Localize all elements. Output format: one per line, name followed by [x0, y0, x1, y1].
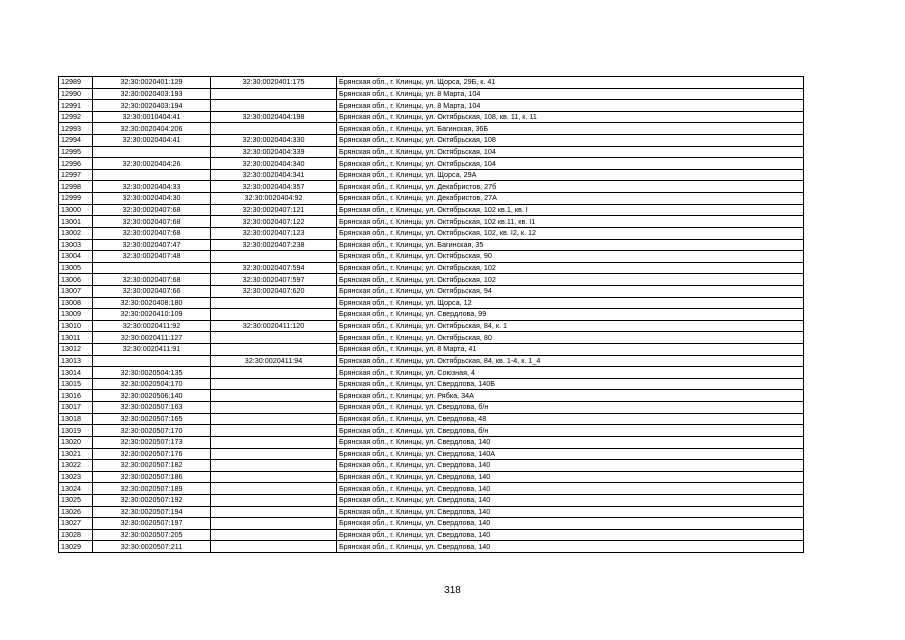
premises-cadastral-number-cell: 32:30:0020411:120: [211, 320, 337, 332]
cadastral-number-cell: 32:30:0020506:140: [93, 390, 211, 402]
cadastral-number-cell: 32:30:0020507:189: [93, 483, 211, 495]
premises-cadastral-number-cell: [211, 88, 337, 100]
table-row: [59, 367, 804, 379]
address-cell: Брянская обл., г. Клинцы, ул. Свердлова, 140: [337, 518, 804, 530]
table-row: [59, 413, 804, 425]
row-number-cell: 12990: [59, 88, 93, 100]
table-row: [59, 541, 804, 553]
premises-cadastral-number-cell: 32:30:0020407:122: [211, 216, 337, 228]
premises-cadastral-number-cell: [211, 494, 337, 506]
premises-cadastral-number-cell: 32:30:0020404:330: [211, 135, 337, 147]
row-number-cell: 13013: [59, 355, 93, 367]
premises-cadastral-number-cell: 32:30:0020407:594: [211, 262, 337, 274]
address-cell: Брянская обл., г. Клинцы, ул. Октябрьская, 80: [337, 332, 804, 344]
address-cell: Брянская обл., г. Клинцы, ул. Рябка, 34А: [337, 390, 804, 402]
table-row: [59, 251, 804, 263]
premises-cadastral-number-cell: 32:30:0020407:121: [211, 204, 337, 216]
table-row: [59, 274, 804, 286]
table-row: [59, 483, 804, 495]
row-number-cell: 13012: [59, 344, 93, 356]
premises-cadastral-number-cell: [211, 297, 337, 309]
table-row: [59, 436, 804, 448]
table-row: [59, 506, 804, 518]
table-row: [59, 169, 804, 181]
table-row: [59, 529, 804, 541]
row-number-cell: 13019: [59, 425, 93, 437]
row-number-cell: 13004: [59, 251, 93, 263]
address-cell: Брянская обл., г. Клинцы, ул. Декабристов, 27б: [337, 181, 804, 193]
premises-cadastral-number-cell: [211, 378, 337, 390]
cadastral-number-cell: 32:30:0020507:211: [93, 541, 211, 553]
cadastral-number-cell: 32:30:0020407:68: [93, 227, 211, 239]
address-cell: Брянская обл., г. Клинцы, ул. Октябрьская, 108, кв. 11, к. 11: [337, 111, 804, 123]
address-cell: Брянская обл., г. Клинцы, ул. Свердлова, 140: [337, 436, 804, 448]
address-cell: Брянская обл., г. Клинцы, ул. Октябрьская, 102 кв.11, кв. I1: [337, 216, 804, 228]
premises-cadastral-number-cell: 32:30:0020407:238: [211, 239, 337, 251]
table-row: [59, 193, 804, 205]
address-cell: Брянская обл., г. Клинцы, ул. Свердлова, 140Б: [337, 378, 804, 390]
cadastral-number-cell: 32:30:0010404:41: [93, 111, 211, 123]
table-row: [59, 518, 804, 530]
premises-cadastral-number-cell: 32:30:0020407:597: [211, 274, 337, 286]
premises-cadastral-number-cell: [211, 483, 337, 495]
table-row: [59, 158, 804, 170]
cadastral-number-cell: 32:30:0020507:170: [93, 425, 211, 437]
row-number-cell: 13014: [59, 367, 93, 379]
cadastral-number-cell: 32:30:0020507:182: [93, 460, 211, 472]
cadastral-number-cell: 32:30:0020407:68: [93, 216, 211, 228]
cadastral-number-cell: 32:30:0020408:180: [93, 297, 211, 309]
address-cell: Брянская обл., г. Клинцы, ул. Октябрьская, 104: [337, 158, 804, 170]
cadastral-number-cell: 32:30:0020504:170: [93, 378, 211, 390]
cadastral-number-cell: 32:30:0020401:129: [93, 77, 211, 89]
address-cell: Брянская обл., г. Клинцы, ул. Багинская, 35: [337, 239, 804, 251]
table-row: [59, 77, 804, 89]
address-cell: Брянская обл., г. Клинцы, ул. Свердлова, 140: [337, 483, 804, 495]
table-row: [59, 309, 804, 321]
row-number-cell: 13009: [59, 309, 93, 321]
premises-cadastral-number-cell: [211, 367, 337, 379]
cadastral-number-cell: [93, 146, 211, 158]
table-row: [59, 100, 804, 112]
address-cell: Брянская обл., г. Клинцы, ул. Свердлова, б/н: [337, 402, 804, 414]
premises-cadastral-number-cell: 32:30:0020404:198: [211, 111, 337, 123]
row-number-cell: 13020: [59, 436, 93, 448]
table-row: [59, 227, 804, 239]
premises-cadastral-number-cell: [211, 436, 337, 448]
table-row: [59, 204, 804, 216]
premises-cadastral-number-cell: [211, 541, 337, 553]
premises-cadastral-number-cell: 32:30:0020404:340: [211, 158, 337, 170]
table-row: [59, 297, 804, 309]
cadastral-number-cell: [93, 355, 211, 367]
address-cell: Брянская обл., г. Клинцы, ул. Свердлова, 140: [337, 494, 804, 506]
cadastral-number-cell: 32:30:0020404:41: [93, 135, 211, 147]
table-row: [59, 378, 804, 390]
address-cell: Брянская обл., г. Клинцы, ул. Багинская, 36Б: [337, 123, 804, 135]
cadastral-number-cell: 32:30:0020407:68: [93, 204, 211, 216]
premises-cadastral-number-cell: [211, 390, 337, 402]
property-register-table: [58, 76, 804, 553]
address-cell: Брянская обл., г. Клинцы, ул. Свердлова, 140: [337, 506, 804, 518]
address-cell: Брянская обл., г. Клинцы, ул. Щорса, 29А: [337, 169, 804, 181]
premises-cadastral-number-cell: [211, 344, 337, 356]
cadastral-number-cell: 32:30:0020411:127: [93, 332, 211, 344]
cadastral-number-cell: 32:30:0020507:176: [93, 448, 211, 460]
cadastral-number-cell: 32:30:0020404:26: [93, 158, 211, 170]
row-number-cell: 13028: [59, 529, 93, 541]
premises-cadastral-number-cell: [211, 471, 337, 483]
row-number-cell: 13018: [59, 413, 93, 425]
table-row: [59, 135, 804, 147]
cadastral-number-cell: 32:30:0020411:92: [93, 320, 211, 332]
row-number-cell: 13003: [59, 239, 93, 251]
address-cell: Брянская обл., г. Клинцы, ул. Свердлова, 140: [337, 460, 804, 472]
table-row: [59, 355, 804, 367]
address-cell: Брянская обл., г. Клинцы, ул. 8 Марта, 41: [337, 344, 804, 356]
table-row: [59, 146, 804, 158]
row-number-cell: 12999: [59, 193, 93, 205]
row-number-cell: 12994: [59, 135, 93, 147]
premises-cadastral-number-cell: [211, 518, 337, 530]
row-number-cell: 13023: [59, 471, 93, 483]
cadastral-number-cell: 32:30:0020407:47: [93, 239, 211, 251]
row-number-cell: 13001: [59, 216, 93, 228]
address-cell: Брянская обл., г. Клинцы, ул. Декабристов, 27А: [337, 193, 804, 205]
table-row: [59, 123, 804, 135]
row-number-cell: 13022: [59, 460, 93, 472]
cadastral-number-cell: 32:30:0020404:30: [93, 193, 211, 205]
cadastral-number-cell: 32:30:0020507:197: [93, 518, 211, 530]
address-cell: Брянская обл., г. Клинцы, ул. 8 Марта, 104: [337, 100, 804, 112]
address-cell: Брянская обл., г. Клинцы, ул. Октябрьская, 84, к. 1: [337, 320, 804, 332]
cadastral-number-cell: 32:30:0020407:66: [93, 285, 211, 297]
row-number-cell: 13006: [59, 274, 93, 286]
cadastral-number-cell: 32:30:0020403:194: [93, 100, 211, 112]
table-row: [59, 402, 804, 414]
premises-cadastral-number-cell: 32:30:0020401:175: [211, 77, 337, 89]
row-number-cell: 13026: [59, 506, 93, 518]
cadastral-number-cell: 32:30:0020410:109: [93, 309, 211, 321]
cadastral-number-cell: 32:30:0020407:48: [93, 251, 211, 263]
table-row: [59, 285, 804, 297]
row-number-cell: 12992: [59, 111, 93, 123]
address-cell: Брянская обл., г. Клинцы, ул. Щорса, 29Б, к. 41: [337, 77, 804, 89]
address-cell: Брянская обл., г. Клинцы, ул. Октябрьская, 108: [337, 135, 804, 147]
row-number-cell: 12993: [59, 123, 93, 135]
cadastral-number-cell: [93, 262, 211, 274]
register-table-body: [59, 77, 804, 553]
row-number-cell: 13029: [59, 541, 93, 553]
address-cell: Брянская обл., г. Клинцы, ул. Свердлова, б/н: [337, 425, 804, 437]
address-cell: Брянская обл., г. Клинцы, ул. Свердлова, 140: [337, 529, 804, 541]
premises-cadastral-number-cell: [211, 506, 337, 518]
row-number-cell: 12997: [59, 169, 93, 181]
premises-cadastral-number-cell: 32:30:0020407:123: [211, 227, 337, 239]
premises-cadastral-number-cell: 32:30:0020411:94: [211, 355, 337, 367]
address-cell: Брянская обл., г. Клинцы, ул. Свердлова, 140: [337, 471, 804, 483]
row-number-cell: 13010: [59, 320, 93, 332]
cadastral-number-cell: 32:30:0020507:205: [93, 529, 211, 541]
table-row: [59, 332, 804, 344]
row-number-cell: 13007: [59, 285, 93, 297]
row-number-cell: 13008: [59, 297, 93, 309]
cadastral-number-cell: 32:30:0020507:163: [93, 402, 211, 414]
row-number-cell: 12989: [59, 77, 93, 89]
table-row: [59, 460, 804, 472]
premises-cadastral-number-cell: [211, 123, 337, 135]
address-cell: Брянская обл., г. Клинцы, ул. Октябрьская, 84, кв. 1-4, к. 1_4: [337, 355, 804, 367]
premises-cadastral-number-cell: [211, 425, 337, 437]
cadastral-number-cell: 32:30:0020507:194: [93, 506, 211, 518]
table-row: [59, 390, 804, 402]
premises-cadastral-number-cell: [211, 413, 337, 425]
cadastral-number-cell: 32:30:0020404:33: [93, 181, 211, 193]
cadastral-number-cell: [93, 169, 211, 181]
table-row: [59, 494, 804, 506]
address-cell: Брянская обл., г. Клинцы, ул. Октябрьская, 94: [337, 285, 804, 297]
page-number: 318: [444, 585, 461, 596]
premises-cadastral-number-cell: 32:30:0020407:620: [211, 285, 337, 297]
premises-cadastral-number-cell: 32:30:0020404:341: [211, 169, 337, 181]
row-number-cell: 13005: [59, 262, 93, 274]
cadastral-number-cell: 32:30:0020507:186: [93, 471, 211, 483]
address-cell: Брянская обл., г. Клинцы, ул. Октябрьская, 104: [337, 146, 804, 158]
table-row: [59, 471, 804, 483]
table-row: [59, 262, 804, 274]
address-cell: Брянская обл., г. Клинцы, ул. Свердлова, 140: [337, 541, 804, 553]
address-cell: Брянская обл., г. Клинцы, ул. Октябрьская, 102: [337, 262, 804, 274]
table-row: [59, 216, 804, 228]
row-number-cell: 12991: [59, 100, 93, 112]
table-row: [59, 239, 804, 251]
address-cell: Брянская обл., г. Клинцы, ул. Октябрьская, 102: [337, 274, 804, 286]
table-row: [59, 181, 804, 193]
row-number-cell: 12995: [59, 146, 93, 158]
row-number-cell: 13002: [59, 227, 93, 239]
row-number-cell: 13021: [59, 448, 93, 460]
table-row: [59, 448, 804, 460]
cadastral-number-cell: 32:30:0020407:68: [93, 274, 211, 286]
row-number-cell: 13025: [59, 494, 93, 506]
cadastral-number-cell: 32:30:0020404:206: [93, 123, 211, 135]
address-cell: Брянская обл., г. Клинцы, ул. Октябрьская, 90: [337, 251, 804, 263]
premises-cadastral-number-cell: [211, 251, 337, 263]
row-number-cell: 12996: [59, 158, 93, 170]
premises-cadastral-number-cell: [211, 460, 337, 472]
cadastral-number-cell: 32:30:0020507:173: [93, 436, 211, 448]
cadastral-number-cell: 32:30:0020504:135: [93, 367, 211, 379]
premises-cadastral-number-cell: 32:30:0020404:92: [211, 193, 337, 205]
cadastral-number-cell: 32:30:0020403:193: [93, 88, 211, 100]
premises-cadastral-number-cell: [211, 529, 337, 541]
table-row: [59, 88, 804, 100]
address-cell: Брянская обл., г. Клинцы, ул. Свердлова, 99: [337, 309, 804, 321]
premises-cadastral-number-cell: 32:30:0020404:339: [211, 146, 337, 158]
table-row: [59, 425, 804, 437]
row-number-cell: 13027: [59, 518, 93, 530]
row-number-cell: 13015: [59, 378, 93, 390]
table-row: [59, 111, 804, 123]
row-number-cell: 13000: [59, 204, 93, 216]
address-cell: Брянская обл., г. Клинцы, ул. 8 Марта, 104: [337, 88, 804, 100]
premises-cadastral-number-cell: [211, 309, 337, 321]
address-cell: Брянская обл., г. Клинцы, ул. Щорса, 12: [337, 297, 804, 309]
cadastral-number-cell: 32:30:0020507:192: [93, 494, 211, 506]
table-row: [59, 344, 804, 356]
address-cell: Брянская обл., г. Клинцы, ул. Свердлова, 140А: [337, 448, 804, 460]
address-cell: Брянская обл., г. Клинцы, ул. Октябрьская, 102 кв.1, кв. I: [337, 204, 804, 216]
premises-cadastral-number-cell: [211, 448, 337, 460]
row-number-cell: 13016: [59, 390, 93, 402]
address-cell: Брянская обл., г. Клинцы, ул. Октябрьская, 102, кв. I2, к. 12: [337, 227, 804, 239]
premises-cadastral-number-cell: [211, 332, 337, 344]
cadastral-number-cell: 32:30:0020507:165: [93, 413, 211, 425]
address-cell: Брянская обл., г. Клинцы, ул. Свердлова, 48: [337, 413, 804, 425]
row-number-cell: 13017: [59, 402, 93, 414]
address-cell: Брянская обл., г. Клинцы, ул. Союзная, 4: [337, 367, 804, 379]
table-row: [59, 320, 804, 332]
row-number-cell: 13011: [59, 332, 93, 344]
row-number-cell: 13024: [59, 483, 93, 495]
premises-cadastral-number-cell: [211, 100, 337, 112]
cadastral-number-cell: 32:30:0020411:91: [93, 344, 211, 356]
premises-cadastral-number-cell: 32:30:0020404:357: [211, 181, 337, 193]
row-number-cell: 12998: [59, 181, 93, 193]
premises-cadastral-number-cell: [211, 402, 337, 414]
